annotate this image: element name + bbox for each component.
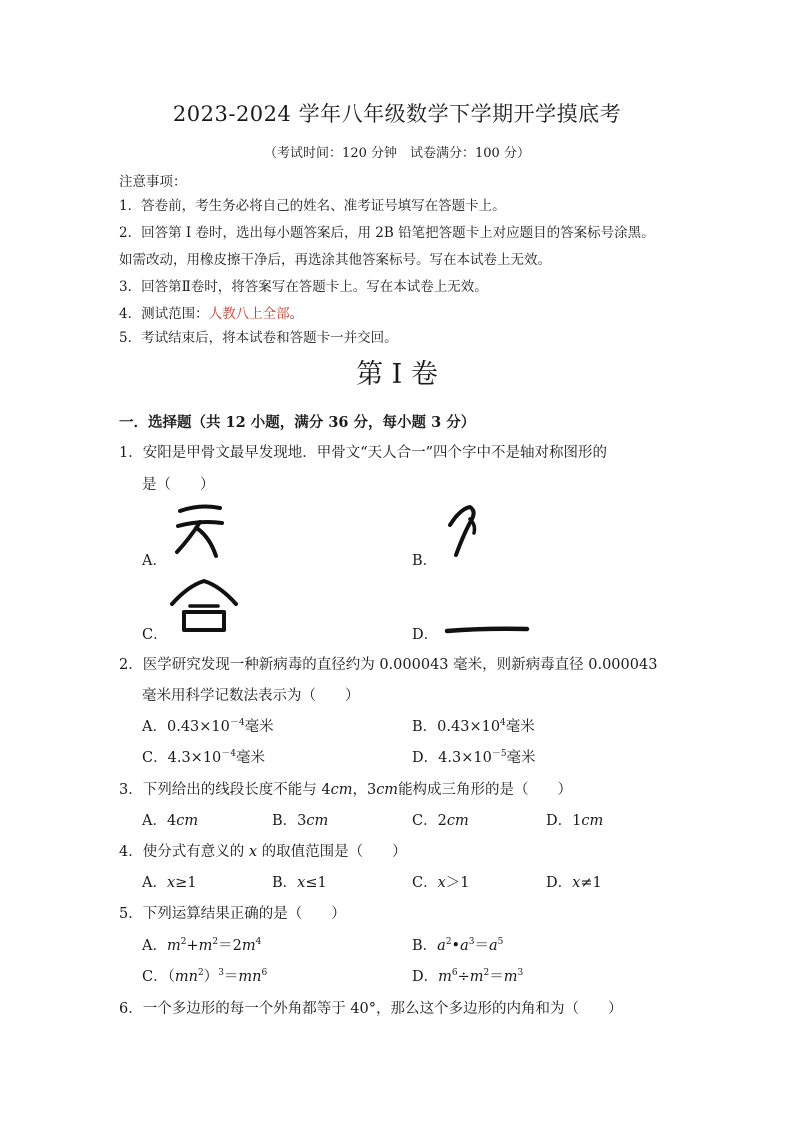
q4-post: 的取值范围是（ ）: [257, 844, 407, 860]
q4-d-label: D．: [546, 875, 573, 891]
q5-c-eq: ＝: [223, 969, 239, 985]
q5-c-t1: mn: [174, 969, 198, 985]
q3-a-u: cm: [176, 813, 199, 829]
q4-option-c: [412, 871, 470, 892]
q2-c-unit: 毫米: [236, 750, 266, 766]
q4-stem: [119, 840, 407, 861]
q5-b-op: •: [451, 938, 461, 954]
q2-b-label: B．: [412, 719, 438, 735]
ren-glyph-icon: [442, 503, 482, 561]
q5-a-t1: m: [166, 938, 181, 954]
q2-c-exp: －4: [221, 749, 237, 759]
q3-d-u: cm: [581, 813, 604, 829]
q3-u2: cm: [376, 782, 399, 798]
q5-a-op: +: [186, 938, 199, 954]
q1-option-d-label: D．: [412, 627, 439, 643]
part-title: 第 I 卷: [356, 359, 438, 390]
q2-option-a: [142, 715, 274, 736]
q5-a-e2: 2: [212, 937, 219, 947]
q2-stem: 2．医学研究发现一种新病毒的直径约为 0.000043 毫米，则新病毒直径 0.000043: [119, 657, 658, 673]
q5-d-eq: ＝: [489, 969, 504, 985]
q3-option-c: [412, 809, 469, 830]
note-4-scope: 人教八上全部: [208, 306, 290, 322]
note-4: [119, 302, 303, 322]
q2-a-label: A．: [142, 719, 167, 735]
q2-option-d: [412, 746, 536, 767]
q4-b-rel: ≤1: [305, 875, 327, 891]
q5-d-op: ÷: [457, 969, 470, 985]
q2-c-base: 4.3×10: [167, 750, 222, 766]
q1-option-a-label: A．: [142, 553, 167, 569]
q5-a-t3: m: [241, 938, 256, 954]
q3-b-u: cm: [306, 813, 329, 829]
q1-stem-cont: 是（ ）: [142, 477, 215, 493]
q5-option-a: [142, 934, 261, 955]
q3-a-v: 4: [166, 813, 177, 829]
q5-c-open: （: [167, 969, 175, 985]
q3-pre: 3．下列给出的线段长度不能与: [119, 782, 322, 798]
q3-sep: ，: [352, 782, 367, 798]
q5-a-e3: 4: [255, 937, 262, 947]
q2-b-unit: 毫米: [505, 719, 535, 735]
he-glyph-icon: [168, 578, 240, 636]
note-4-suffix: 。: [289, 306, 304, 322]
q4-option-a: [142, 871, 197, 892]
q5-b-t3: a: [489, 938, 498, 954]
q4-d-x: x: [572, 875, 581, 891]
q5-option-d: [412, 965, 523, 986]
q4-option-d: [546, 871, 602, 892]
q2-option-b: [412, 715, 535, 736]
note-3: 3．回答第Ⅱ卷时，将答案写在答题卡上。写在本试卷上无效。: [119, 279, 488, 295]
q4-d-rel: ≠1: [580, 875, 602, 891]
q5-d-e1: 6: [451, 968, 458, 978]
q5-c-close: ）: [203, 969, 219, 985]
q3-post: 能构成三角形的是（ ）: [398, 782, 573, 798]
exam-subtitle: （考试时间：120 分钟 试卷满分：100 分）: [264, 146, 530, 161]
q4-a-rel: ≥1: [175, 875, 197, 891]
q3-v1: 4: [321, 782, 331, 798]
q2-a-base: 0.43×10: [166, 719, 230, 735]
q5-d-t3: m: [503, 969, 518, 985]
q4-b-x: x: [297, 875, 306, 891]
q3-b-label: B．: [272, 813, 298, 829]
q5-b-e1: 2: [445, 937, 452, 947]
tian-glyph-icon: [172, 502, 228, 560]
q5-a-e1: 2: [180, 937, 187, 947]
q5-c-label: C．: [142, 969, 168, 985]
q5-a-t2: m: [198, 938, 213, 954]
q5-d-e2: 2: [483, 968, 490, 978]
q5-option-c: [142, 965, 267, 986]
q3-stem: [119, 778, 572, 799]
note-1: 1．答卷前，考生务必将自己的姓名、准考证号填写在答题卡上。: [119, 198, 506, 214]
q2-stem-cont: 毫米用科学记数法表示为（ ）: [142, 688, 360, 704]
q5-b-t2: a: [460, 938, 469, 954]
note-4-prefix: 4．测试范围：: [119, 306, 209, 322]
yi-glyph-icon: [444, 620, 530, 640]
q4-c-label: C．: [412, 875, 438, 891]
note-2-cont: 如需改动，用橡皮擦干净后，再选涂其他答案标号。写在本试卷上无效。: [119, 252, 551, 268]
q5-c-e1: 2: [197, 968, 204, 978]
q3-c-label: C．: [412, 813, 438, 829]
q5-a-eq: ＝2: [218, 938, 242, 954]
q5-c-e0: 3: [218, 968, 224, 978]
q1-option-b-label: B．: [412, 553, 438, 569]
q4-c-x: x: [437, 875, 446, 891]
q3-option-a: [142, 809, 198, 830]
exam-title: 2023-2024 学年八年级数学下学期开学摸底考: [172, 102, 622, 126]
q2-d-base: 4.3×10: [438, 750, 492, 766]
q5-option-b: [412, 934, 503, 955]
q5-c-e2: 6: [261, 968, 268, 978]
q5-c-t2: mn: [238, 969, 262, 985]
q2-d-unit: 毫米: [506, 750, 536, 766]
q2-b-base: 0.43×10: [437, 719, 501, 735]
q3-a-label: A．: [142, 813, 167, 829]
q1-option-c-label: C．: [142, 627, 168, 643]
q4-pre: 4．使分式有意义的: [119, 844, 249, 860]
q5-b-eq: ＝: [474, 938, 489, 954]
q5-stem: 5．下列运算结果正确的是（ ）: [119, 906, 346, 922]
q3-d-v: 1: [572, 813, 582, 829]
q5-b-t1: a: [437, 938, 446, 954]
q5-d-label: D．: [412, 969, 439, 985]
q2-a-unit: 毫米: [244, 719, 274, 735]
q5-b-e3: 5: [497, 937, 504, 947]
q1-stem: 1．安阳是甲骨文最早发现地．甲骨文“天人合一”四个字中不是轴对称图形的: [119, 445, 608, 461]
q4-a-x: x: [166, 875, 176, 891]
q5-a-label: A．: [142, 938, 167, 954]
note-2: 2．回答第 I 卷时，选出每小题答案后，用 2B 铅笔把答题卡上对应题目的答案标号涂黑。: [119, 225, 655, 241]
notes-heading: 注意事项：: [119, 174, 187, 190]
q2-option-c: [142, 746, 265, 767]
q2-d-exp: －5: [491, 749, 507, 759]
q2-b-exp: 4: [500, 718, 506, 728]
section-heading: 一．选择题（共 12 小题，满分 36 分，每小题 3 分）: [119, 414, 476, 431]
q3-d-label: D．: [546, 813, 573, 829]
q5-d-e3: 3: [517, 968, 524, 978]
q4-option-b: [272, 871, 327, 892]
q3-b-v: 3: [297, 813, 307, 829]
q3-option-d: [546, 809, 603, 830]
q4-a-label: A．: [142, 875, 167, 891]
note-5: 5．考试结束后，将本试卷和答题卡一并交回。: [119, 330, 398, 346]
q3-u1: cm: [330, 782, 353, 798]
q5-b-label: B．: [412, 938, 438, 954]
q3-option-b: [272, 809, 328, 830]
q3-v2: 3: [366, 782, 377, 798]
q3-c-u: cm: [446, 813, 469, 829]
q2-a-exp: －4: [229, 718, 245, 728]
q2-c-label: C．: [142, 750, 168, 766]
q5-b-e2: 3: [468, 937, 475, 947]
q2-d-label: D．: [412, 750, 439, 766]
q4-c-rel: ＞1: [445, 875, 470, 891]
q5-d-t1: m: [438, 969, 452, 985]
q4-var: x: [248, 844, 258, 860]
q3-c-v: 2: [437, 813, 447, 829]
q5-d-t2: m: [469, 969, 484, 985]
q6-stem: 6．一个多边形的每一个外角都等于 40°，那么这个多边形的内角和为（ ）: [119, 1001, 623, 1017]
q4-b-label: B．: [272, 875, 298, 891]
